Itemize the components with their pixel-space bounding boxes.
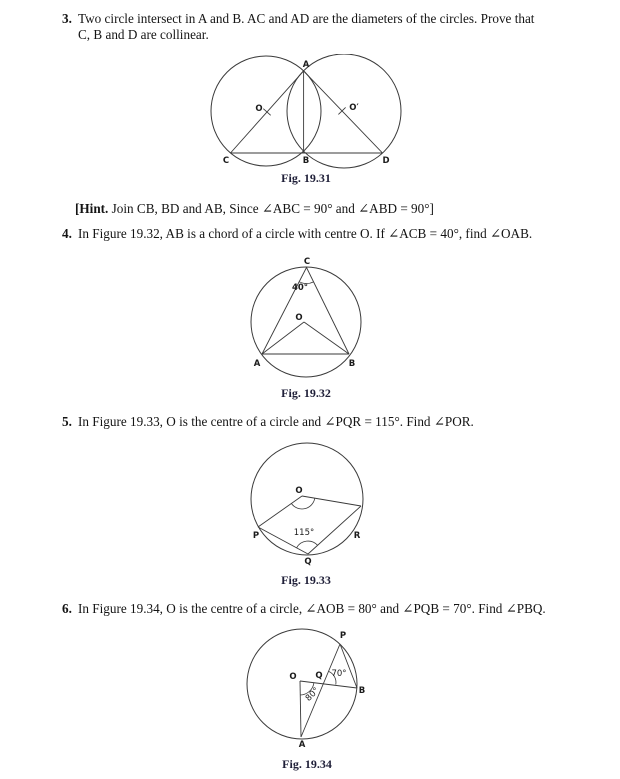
figure-19-34 <box>240 625 374 753</box>
problem-5-text <box>78 414 474 430</box>
angle-arc-O <box>291 498 314 509</box>
figure-19-34-caption: Fig. 19.34 <box>282 757 332 771</box>
problem-4 <box>62 226 532 242</box>
figure-19-32 <box>245 253 373 385</box>
angle-label-115: 115° <box>293 528 315 538</box>
circle <box>251 443 363 555</box>
problem-3-line-1: Two circle intersect in A and B. AC and AD are the diameters of the circles. Prove that <box>78 11 535 26</box>
line-CA <box>262 268 307 355</box>
problem-3-text <box>78 11 534 42</box>
problem-6-text <box>78 601 546 617</box>
problem-6-line-1: In Figure 19.34, O is the centre of a circle, ∠AOB = 80° and ∠PQB = 70°. Find ∠PBQ. <box>78 601 546 616</box>
hint-label: [Hint. <box>75 201 109 216</box>
point-label-O: O <box>289 672 297 682</box>
point-label-D: D <box>382 156 390 166</box>
problem-6-number: 6. <box>62 601 72 616</box>
point-label-A: A <box>253 359 261 369</box>
problem-4-number: 4. <box>62 226 72 241</box>
angle-label-40: 40° <box>291 283 309 293</box>
figure-19-31 <box>205 54 415 170</box>
problem-6 <box>62 601 546 617</box>
problem-3 <box>62 11 534 42</box>
point-label-C: C <box>303 257 311 267</box>
angle-label-80: 80° <box>303 685 322 704</box>
point-label-Q: Q <box>304 557 312 567</box>
figure-19-33 <box>243 438 373 570</box>
problem-3-number: 3. <box>62 11 72 26</box>
point-label-B: B <box>358 686 366 696</box>
figure-19-32-caption: Fig. 19.32 <box>281 386 331 400</box>
problem-4-text <box>78 226 532 242</box>
angle-arc-Q <box>297 541 318 548</box>
point-label-A: A <box>298 740 306 750</box>
line-OR <box>302 496 361 506</box>
problem-3-line-2: C, B and D are collinear. <box>78 26 209 42</box>
problem-4-line-1: In Figure 19.32, AB is a chord of a circle with centre O. If ∠ACB = 40°, find ∠OAB. <box>78 226 533 241</box>
figure-19-33-caption: Fig. 19.33 <box>281 573 331 587</box>
angle-label-70: 70° <box>331 669 347 679</box>
point-label-P: P <box>252 531 260 541</box>
point-label-B: B <box>302 156 310 166</box>
point-label-O: O <box>295 486 303 496</box>
line-AP <box>301 644 340 737</box>
line-AD <box>304 71 383 153</box>
hint-line <box>75 201 434 217</box>
point-label-Q: Q <box>315 671 323 681</box>
point-label-C: C <box>222 156 230 166</box>
line-OB <box>304 322 349 354</box>
point-label-O: O <box>255 104 263 114</box>
problem-5 <box>62 414 474 430</box>
point-label-P: P <box>339 631 347 641</box>
point-label-O: O <box>295 313 303 323</box>
figure-19-31-caption: Fig. 19.31 <box>281 171 331 185</box>
point-label-A: A <box>302 60 310 70</box>
problem-5-line-1: In Figure 19.33, O is the centre of a circle and ∠PQR = 115°. Find ∠POR. <box>78 414 474 429</box>
point-label-O-prime: O′ <box>349 103 359 113</box>
line-OA <box>300 681 301 737</box>
line-OP <box>258 496 302 527</box>
hint-text: Join CB, BD and AB, Since ∠ABC = 90° and ∠ABD = 90°] <box>108 201 434 216</box>
line-OB <box>300 681 357 688</box>
point-label-R: R <box>353 531 361 541</box>
problem-5-number: 5. <box>62 414 72 429</box>
point-label-B: B <box>348 359 356 369</box>
line-OA <box>262 322 304 354</box>
